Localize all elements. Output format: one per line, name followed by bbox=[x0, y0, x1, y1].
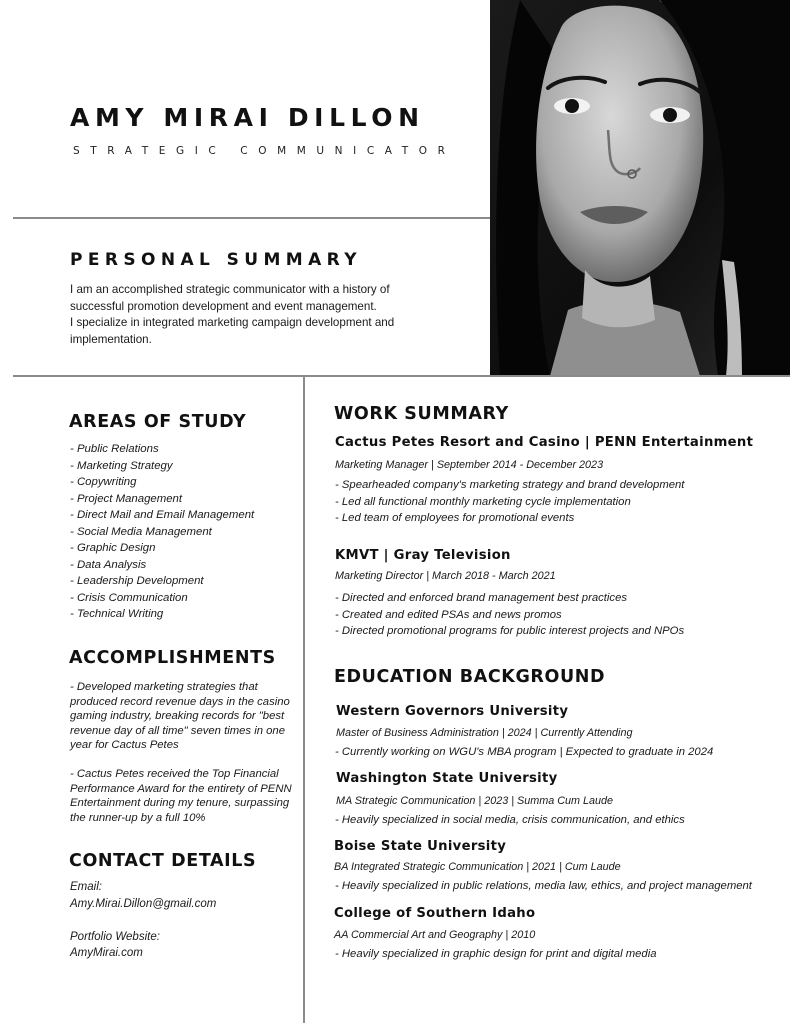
list-item: - Social Media Management bbox=[70, 525, 212, 538]
school-name: Western Governors University bbox=[336, 704, 569, 719]
list-item: - Directed and enforced brand management best practices bbox=[335, 592, 627, 604]
portrait-photo bbox=[490, 0, 790, 376]
email-label: Email: bbox=[70, 881, 102, 893]
summary-divider bbox=[13, 375, 790, 377]
list-item: - Directed promotional programs for public interest projects and NPOs bbox=[335, 625, 685, 638]
job-meta: Marketing Manager | September 2014 - December 2023 bbox=[335, 459, 604, 471]
list-item: - Created and edited PSAs and news promos bbox=[335, 608, 562, 621]
list-item: - Marketing Strategy bbox=[70, 459, 173, 472]
summary-line: I specialize in integrated marketing campaign development and bbox=[70, 316, 395, 330]
school-meta: MA Strategic Communication | 2023 | Summa Cum Laude bbox=[336, 795, 614, 807]
school-name: Washington State University bbox=[336, 771, 558, 786]
list-item: - Technical Writing bbox=[70, 608, 164, 621]
list-item: - Project Management bbox=[70, 492, 183, 505]
list-item: - Graphic Design bbox=[70, 542, 156, 555]
job-company: Cactus Petes Resort and Casino | PENN Entertainment bbox=[335, 435, 754, 450]
school-meta: Master of Business Administration | 2024 | Currently Attending bbox=[336, 727, 633, 739]
list-item: - Spearheaded company's marketing strategy and brand development bbox=[335, 479, 685, 491]
summary-line: implementation. bbox=[70, 332, 152, 346]
summary-line: successful promotion development and event management. bbox=[70, 299, 377, 313]
resume-name: AMY MIRAI DILLON bbox=[70, 103, 425, 132]
education-heading: EDUCATION BACKGROUND bbox=[334, 667, 606, 687]
list-item: - Leadership Development bbox=[70, 575, 204, 588]
list-item: - Copywriting bbox=[70, 476, 137, 489]
summary-line: I am an accomplished strategic communicator with a history of bbox=[70, 283, 390, 296]
job-company: KMVT | Gray Television bbox=[335, 548, 511, 563]
list-item: - Led all functional monthly marketing cycle implementation bbox=[335, 495, 631, 508]
areas-of-study-list bbox=[70, 441, 254, 623]
list-item: - Led team of employees for promotional events bbox=[335, 512, 575, 525]
accomplishment-item: - Developed marketing strategies that produced record revenue days in the casino gaming industry, breaking records for "best revenue day of all time" seven times in one year for Cactus Petes bbox=[70, 681, 290, 752]
portfolio-link[interactable]: AmyMirai.com bbox=[70, 947, 143, 959]
job-meta: Marketing Director | March 2018 - March 2021 bbox=[335, 570, 556, 582]
school-name: College of Southern Idaho bbox=[334, 906, 536, 921]
school-detail: - Heavily specialized in public relations, media law, ethics, and project management bbox=[335, 880, 752, 892]
header-divider bbox=[13, 217, 490, 219]
personal-summary-text bbox=[70, 282, 480, 348]
personal-summary-heading: PERSONAL SUMMARY bbox=[70, 250, 362, 270]
list-item: - Data Analysis bbox=[70, 558, 147, 571]
email-link[interactable]: Amy.Mirai.Dillon@gmail.com bbox=[70, 898, 217, 910]
job-bullets bbox=[335, 590, 684, 640]
list-item: - Crisis Communication bbox=[70, 591, 188, 604]
school-meta: AA Commercial Art and Geography | 2010 bbox=[334, 929, 536, 941]
school-detail: - Heavily specialized in social media, crisis communication, and ethics bbox=[335, 814, 685, 826]
accomplishments-heading: ACCOMPLISHMENTS bbox=[69, 648, 276, 668]
school-detail: - Currently working on WGU's MBA program | Expected to graduate in 2024 bbox=[335, 746, 714, 758]
portrait-illustration bbox=[490, 0, 790, 376]
accomplishment-item: - Cactus Petes received the Top Financial Performance Award for the entirety of PENN Entertainment during my tenure, surpassing the runner-up by a full 10% bbox=[70, 768, 292, 824]
list-item: - Direct Mail and Email Management bbox=[70, 509, 255, 522]
school-meta: BA Integrated Strategic Communication | 2021 | Cum Laude bbox=[334, 861, 621, 873]
portfolio-label: Portfolio Website: bbox=[70, 931, 160, 943]
school-detail: - Heavily specialized in graphic design for print and digital media bbox=[335, 948, 657, 960]
school-name: Boise State University bbox=[334, 839, 507, 854]
job-bullets bbox=[335, 477, 684, 527]
areas-of-study-heading: AREAS OF STUDY bbox=[69, 412, 247, 432]
column-divider bbox=[303, 376, 305, 1023]
resume-title: STRATEGIC COMMUNICATOR bbox=[73, 145, 456, 157]
list-item: - Public Relations bbox=[70, 443, 159, 455]
contact-details-heading: CONTACT DETAILS bbox=[69, 851, 257, 871]
work-summary-heading: WORK SUMMARY bbox=[334, 404, 509, 424]
